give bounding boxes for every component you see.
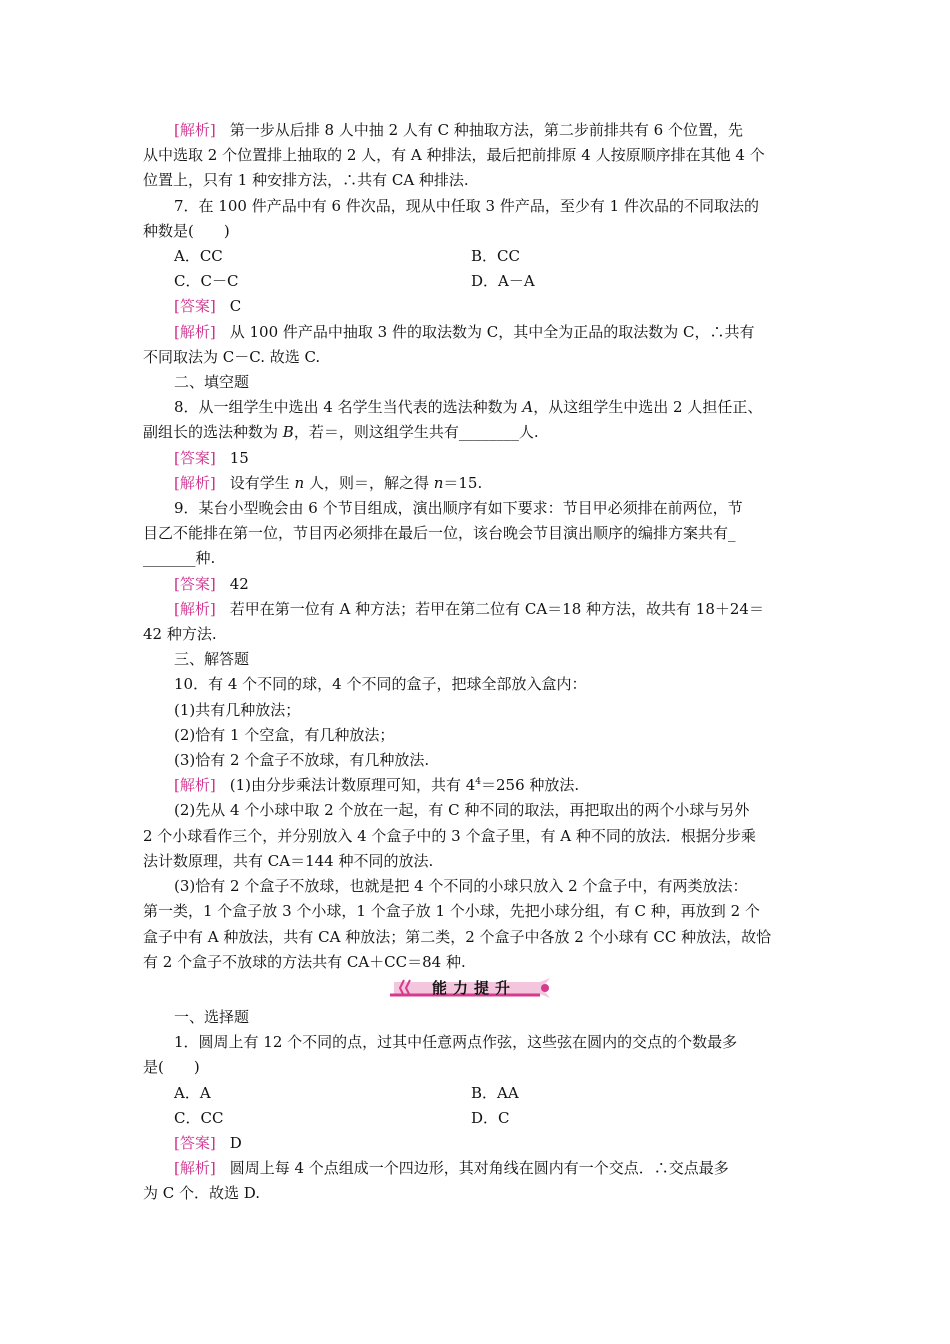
q7-option-d: D．A－A xyxy=(471,272,535,291)
p1-option-c: C．CC xyxy=(174,1108,224,1127)
q7-options-row-1 xyxy=(143,244,808,269)
analysis-tag: [解析] xyxy=(174,599,216,618)
q7-answer: [答案] C xyxy=(174,297,242,316)
q7-stem-line-1: 7．在 100 件产品中有 6 件次品，现从中任取 3 件产品，至少有 1 件次品的不同取法的 xyxy=(174,196,759,215)
banner-row xyxy=(143,975,808,1005)
q9-stem-line-3: _______种. xyxy=(143,549,216,568)
analysis-tag: [解析] xyxy=(174,322,216,341)
q7-option-c: C．C－C xyxy=(174,272,239,291)
q9-answer: [答案] 42 xyxy=(174,574,249,593)
q10-analysis-1: [解析] (1)由分步乘法计数原理可知，共有 $4^4=256$ 种放法. xyxy=(174,776,580,795)
q7-stem-line-2: 种数是( ) xyxy=(143,221,230,240)
p1-option-a: A．A xyxy=(174,1083,211,1102)
section-heading-solve: 三、解答题 xyxy=(174,650,250,669)
p1-stem-line-2: 是( ) xyxy=(143,1058,200,1077)
answer-tag: [答案] xyxy=(174,297,216,316)
p1-option-d: D．C xyxy=(471,1108,510,1127)
q10-stem: 10．有 4 个不同的球，4 个不同的盒子，把球全部放入盒内： xyxy=(174,675,587,694)
q8-stem-line-2: 副组长的选法种数为 B，若＝，则这组学生共有________人. xyxy=(143,423,539,442)
p1-answer: [答案] D xyxy=(174,1133,242,1152)
p1-analysis-line-1: [解析] 圆周上每 4 个点组成一个四边形，其对角线在圆内有一个交点．∴交点最多 xyxy=(174,1159,729,1178)
analysis-tag: [解析] xyxy=(174,473,216,492)
section-heading-fill: 二、填空题 xyxy=(174,373,250,392)
section-banner xyxy=(390,978,558,998)
answer-tag: [答案] xyxy=(174,574,216,593)
q10-part-3: (3)恰有 2 个盒子不放球，有几种放法. xyxy=(174,751,430,770)
q9-stem-line-2: 目乙不能排在第一位，节目丙必须排在最后一位，该台晚会节目演出顺序的编排方案共有_ xyxy=(143,524,736,543)
q10-analysis-3-line-4: 有 2 个盒子不放球的方法共有 CA＋CC＝84 种. xyxy=(143,952,466,971)
section-heading-choice: 一、选择题 xyxy=(174,1007,250,1026)
q8-analysis: [解析] 设有学生 n 人，则＝，解之得 n＝15. xyxy=(174,473,483,492)
q9-stem-line-1: 9．某台小型晚会由 6 个节目组成，演出顺序有如下要求：节目甲必须排在前两位，节 xyxy=(174,499,743,518)
q8-stem-line-1: 8．从一组学生中选出 4 名学生当代表的选法种数为 A，从这组学生中选出 2 人担任正、 xyxy=(174,398,763,417)
q10-analysis-3-line-3: 盒子中有 A 种放法，共有 CA 种放法；第二类，2 个盒子中各放 2 个小球有 CC 种放法，故恰 xyxy=(143,927,772,946)
q7-analysis-line-1: [解析] 从 100 件产品中抽取 3 件的取法数为 C，其中全为正品的取法数为 C，∴共有 xyxy=(174,322,755,341)
q9-analysis-line-2: 42 种方法. xyxy=(143,625,217,644)
analysis-tag: [解析] xyxy=(174,1159,216,1178)
q6-analysis-line-1: [解析] 第一步从后排 8 人中抽 2 人有 C 种抽取方法，第二步前排共有 6 个位置，先 xyxy=(174,121,743,139)
q6-analysis-line-2: 从中选取 2 个位置排上抽取的 2 人，有 A 种排法，最后把前排原 4 人按原顺序排在其他 4 个 xyxy=(143,146,765,165)
p1-analysis-line-2: 为 C 个．故选 D. xyxy=(143,1184,261,1203)
answer-tag: [答案] xyxy=(174,1133,216,1152)
p1-option-b: B．AA xyxy=(471,1083,519,1102)
p1-stem-line-1: 1．圆周上有 12 个不同的点，过其中任意两点作弦，这些弦在圆内的交点的个数最多 xyxy=(174,1033,738,1052)
q7-options-row-2 xyxy=(143,269,808,294)
banner-title: 能力提升 xyxy=(431,978,516,997)
content xyxy=(143,118,808,1207)
q10-analysis-3-line-2: 第一类，1 个盒子放 3 个小球，1 个盒子放 1 个小球，先把小球分组，有 C 种，再放到 2 个 xyxy=(143,902,760,921)
p1-options-row-2 xyxy=(143,1106,808,1131)
q10-part-2: (2)恰有 1 个空盒，有几种放法； xyxy=(174,725,395,744)
analysis-tag: [解析] xyxy=(174,776,216,795)
q9-analysis-line-1: [解析] 若甲在第一位有 A 种方法；若甲在第二位有 CA＝18 种方法，故共有 18＋24＝ xyxy=(174,599,764,618)
q10-analysis-3-line-1: (3)恰有 2 个盒子不放球，也就是把 4 个不同的小球只放入 2 个盒子中，有两类放法： xyxy=(174,877,748,896)
q10-analysis-2-line-2: 2 个小球看作三个，并分别放入 4 个盒子中的 3 个盒子里，有 A 种不同的放法．根据分步乘 xyxy=(143,826,756,845)
q7-option-a: A．CC xyxy=(174,247,223,266)
q10-analysis-2-line-3: 法计数原理，共有 CA＝144 种不同的放法. xyxy=(143,851,434,870)
q6-analysis-line-3: 位置上，只有 1 种安排方法，∴共有 CA 种排法. xyxy=(143,171,469,190)
p1-options-row-1 xyxy=(143,1081,808,1106)
q7-analysis-line-2: 不同取法为 C－C. 故选 C. xyxy=(143,347,321,366)
analysis-tag: [解析] xyxy=(174,121,216,139)
q8-answer: [答案] 15 xyxy=(174,448,249,467)
q10-part-1: (1)共有几种放法； xyxy=(174,700,301,719)
answer-tag: [答案] xyxy=(174,448,216,467)
q10-analysis-2-line-1: (2)先从 4 个小球中取 2 个放在一起，有 C 种不同的取法，再把取出的两个小球与另外 xyxy=(174,801,750,820)
q7-option-b: B．CC xyxy=(471,247,520,266)
